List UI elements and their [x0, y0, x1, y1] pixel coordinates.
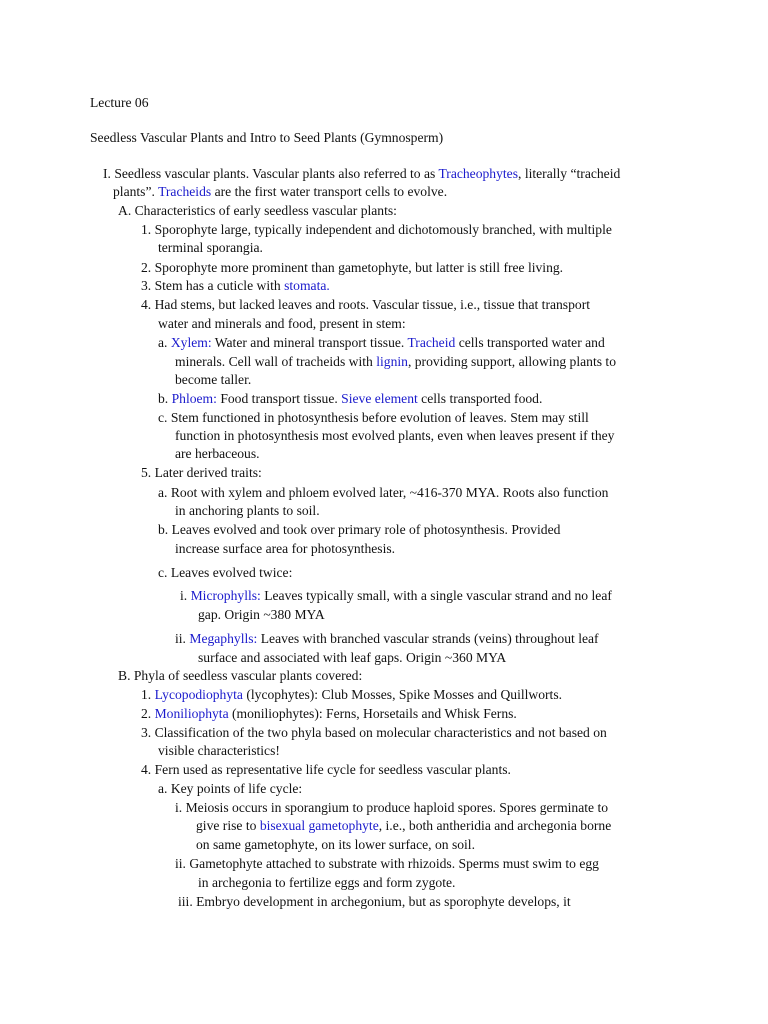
phylum-item-1 — [141, 686, 562, 704]
megaphylls-link[interactable]: Megaphylls: — [189, 631, 258, 646]
subsection-a-heading: A. Characteristics of early seedless vascular plants: — [118, 203, 397, 218]
lecture-number: Lecture 06 — [90, 95, 149, 110]
item-2: 2. Sporophyte more prominent than gametophyte, but latter is still free living. — [141, 260, 564, 275]
subsection-b-heading: B. Phyla of seedless vascular plants covered: — [118, 668, 363, 683]
item-5a-line-2: in anchoring plants to soil. — [175, 503, 320, 518]
stomata-link[interactable]: stomata. — [284, 278, 330, 293]
bisexual-gametophyte-link[interactable]: bisexual gametophyte — [259, 818, 379, 833]
phloem-link[interactable]: Phloem: — [171, 391, 217, 406]
sieve-element-link[interactable]: Sieve element — [341, 391, 418, 406]
text: I. Seedless vascular plants. Vascular plants also referred to as — [103, 166, 439, 181]
text: a. — [158, 335, 171, 350]
text: Water and mineral transport tissue. — [211, 335, 408, 350]
xylem-link[interactable]: Xylem: — [170, 335, 212, 350]
text: Leaves with branched vascular strands (veins) throughout leaf — [257, 631, 599, 646]
text: , i.e., both antheridia and archegonia borne — [378, 818, 612, 833]
phylum-item-4a-i-line-2 — [196, 817, 611, 835]
phylum-item-4a-iii-line-1: iii. Embryo development in archegonium, but as sporophyte develops, it — [178, 894, 571, 909]
text: Food transport tissue. — [216, 391, 342, 406]
text: b. — [158, 391, 172, 406]
item-4a-line-2 — [175, 353, 616, 371]
item-3 — [141, 277, 330, 295]
item-4c-line-1: c. Stem functioned in photosynthesis before evolution of leaves. Stem may still — [158, 410, 589, 425]
text: 2. — [141, 706, 155, 721]
tracheophytes-link[interactable]: Tracheophytes — [438, 166, 519, 181]
item-1-line-1: 1. Sporophyte large, typically independent and dichotomously branched, with multiple — [141, 222, 612, 237]
text: , literally “tracheid — [518, 166, 621, 181]
phylum-item-3-line-2: visible characteristics! — [158, 743, 280, 758]
text: Leaves typically small, with a single vascular strand and no leaf — [260, 588, 612, 603]
item-5c: c. Leaves evolved twice: — [158, 565, 293, 580]
item-5c-i-line-2: gap. Origin ~380 MYA — [198, 607, 325, 622]
phylum-item-4a-i-line-3: on same gametophyte, on its lower surface, on soil. — [196, 837, 475, 852]
item-4b — [158, 390, 542, 408]
text: cells transported water and — [455, 335, 605, 350]
moniliophyta-link[interactable]: Moniliophyta — [154, 706, 229, 721]
item-5b-line-1: b. Leaves evolved and took over primary role of photosynthesis. Provided — [158, 522, 561, 537]
lycopodiophyta-link[interactable]: Lycopodiophyta — [154, 687, 243, 702]
text: , providing support, allowing plants to — [407, 354, 617, 369]
phylum-item-4a-ii-line-1: ii. Gametophyte attached to substrate with rhizoids. Sperms must swim to egg — [175, 856, 599, 871]
text: minerals. Cell wall of tracheids with — [175, 354, 377, 369]
text: (lycophytes): Club Mosses, Spike Mosses and Quillworts. — [242, 687, 563, 702]
item-4a-line-1 — [158, 334, 605, 352]
phylum-item-4a-ii-line-2: in archegonia to fertilize eggs and form zygote. — [198, 875, 456, 890]
item-5c-ii-line-2: surface and associated with leaf gaps. Origin ~360 MYA — [198, 650, 507, 665]
microphylls-link[interactable]: Microphylls: — [190, 588, 261, 603]
item-5c-i-line-1 — [180, 587, 612, 605]
text: give rise to — [196, 818, 260, 833]
text: 3. Stem has a cuticle with — [141, 278, 285, 293]
tracheids-link[interactable]: Tracheids — [158, 184, 212, 199]
text: i. — [180, 588, 191, 603]
item-4c-line-3: are herbaceous. — [175, 446, 260, 461]
phylum-item-3-line-1: 3. Classification of the two phyla based on molecular characteristics and not based on — [141, 725, 607, 740]
section-1-line-1 — [103, 165, 620, 183]
item-4a-line-3: become taller. — [175, 372, 252, 387]
text: cells transported food. — [417, 391, 543, 406]
lignin-link[interactable]: lignin — [376, 354, 408, 369]
phylum-item-4a: a. Key points of life cycle: — [158, 781, 303, 796]
text: 1. — [141, 687, 155, 702]
phylum-item-2 — [141, 705, 517, 723]
item-5a-line-1: a. Root with xylem and phloem evolved later, ~416-370 MYA. Roots also function — [158, 485, 609, 500]
item-5b-line-2: increase surface area for photosynthesis. — [175, 541, 396, 556]
phylum-item-4: 4. Fern used as representative life cycle for seedless vascular plants. — [141, 762, 511, 777]
section-1-line-2 — [113, 183, 447, 201]
tracheid-link[interactable]: Tracheid — [407, 335, 456, 350]
item-4-line-2: water and minerals and food, present in stem: — [158, 316, 406, 331]
item-4-line-1: 4. Had stems, but lacked leaves and roots. Vascular tissue, i.e., tissue that transport — [141, 297, 590, 312]
text: are the first water transport cells to evolve. — [211, 184, 448, 199]
document-title: Seedless Vascular Plants and Intro to Seed Plants (Gymnosperm) — [90, 130, 444, 145]
text: ii. — [175, 631, 190, 646]
item-5c-ii-line-1 — [175, 630, 599, 648]
item-4c-line-2: function in photosynthesis most evolved plants, even when leaves present if they — [175, 428, 615, 443]
item-1-line-2: terminal sporangia. — [158, 240, 263, 255]
text: plants”. — [113, 184, 159, 199]
text: (moniliophytes): Ferns, Horsetails and Whisk Ferns. — [228, 706, 517, 721]
item-5: 5. Later derived traits: — [141, 465, 262, 480]
phylum-item-4a-i-line-1: i. Meiosis occurs in sporangium to produce haploid spores. Spores germinate to — [175, 800, 609, 815]
